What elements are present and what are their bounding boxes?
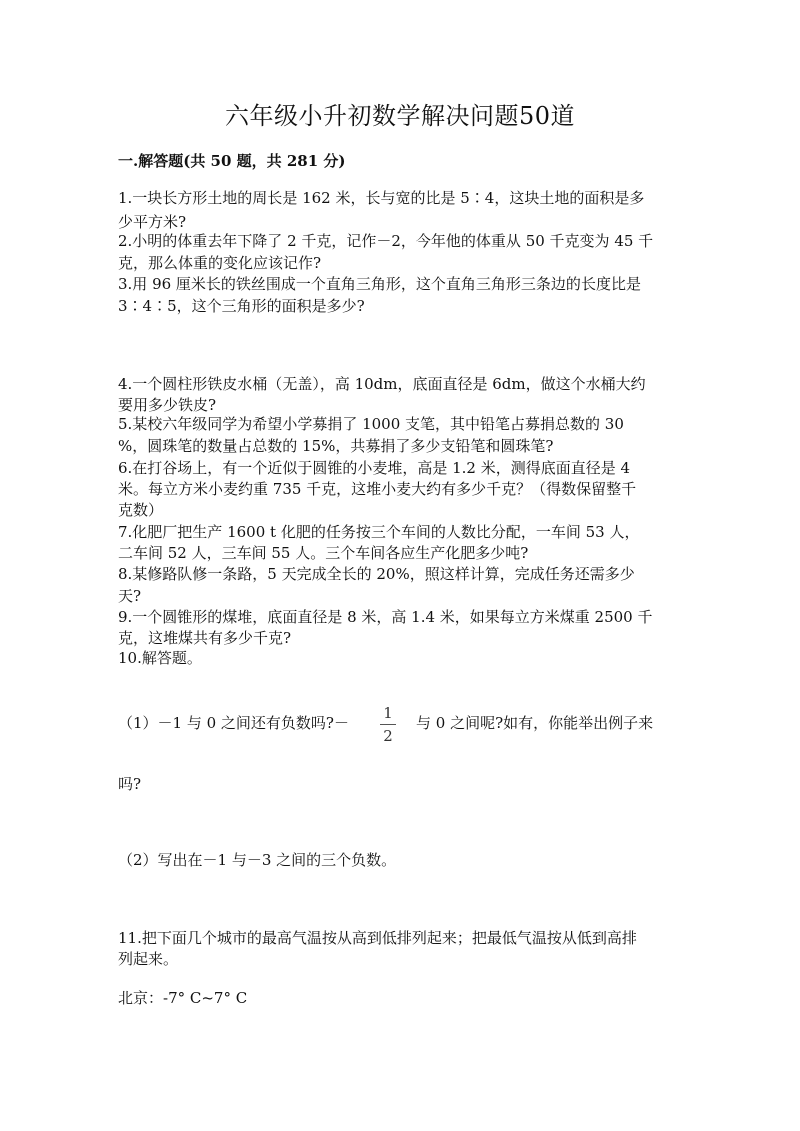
text-line: 5.某校六年级同学为希望小学募捐了 1000 支笔，其中铅笔占募捐总数的 30 [118,415,624,433]
text-line: 克，这堆煤共有多少千克? [118,629,292,647]
text-line: 6.在打谷场上，有一个近似于圆锥的小麦堆，高是 1.2 米，测得底面直径是 4 [118,459,631,477]
text-line: 二车间 52 人，三车间 55 人。三个车间各应生产化肥多少吨? [118,544,529,562]
text-line: （2）写出在－1 与－3 之间的三个负数。 [118,851,397,869]
text-line: 克，那么体重的变化应该记作? [118,254,322,272]
text-line: 9.一个圆锥形的煤堆，底面直径是 8 米，高 1.4 米，如果每立方米煤重 2500 千 [118,608,653,626]
text-line: 3.用 96 厘米长的铁丝围成一个直角三角形，这个直角三角形三条边的长度比是 [118,275,641,293]
text-line: 1.一块长方形土地的周长是 162 米，长与宽的比是 5∶4，这块土地的面积是多 [118,189,645,207]
text-line: 天? [118,587,142,605]
text-line: %，圆珠笔的数量占总数的 15%，共募捐了多少支铅笔和圆珠笔? [118,437,554,455]
text-line: 要用多少铁皮? [118,396,217,414]
text-line: 3∶4∶5，这个三角形的面积是多少? [118,297,365,315]
text-line: 8.某修路队修一条路，5 天完成全长的 20%，照这样计算，完成任务还需多少 [118,565,635,583]
text-line: 与 0 之间呢?如有，你能举出例子来 [416,714,654,732]
text-line: （1）－1 与 0 之间还有负数吗?－ [118,714,349,732]
text-line: 少平方米? [118,213,187,231]
text-line: 列起来。 [118,950,179,968]
text-line: 11.把下面几个城市的最高气温按从高到低排列起来；把最低气温按从低到高排 [118,929,637,947]
fraction-denominator: 2 [383,727,393,745]
fraction-numerator: 1 [383,704,393,722]
text-line: 7.化肥厂把生产 1600 t 化肥的任务按三个车间的人数比分配，一车间 53 人， [118,523,640,541]
text-line: 2.小明的体重去年下降了 2 千克，记作－2，今年他的体重从 50 千克变为 45 千 [118,232,654,250]
text-line: 4.一个圆柱形铁皮水桶（无盖），高 10dm，底面直径是 6dm，做这个水桶大约 [118,375,646,393]
text-line: 米。每立方米小麦约重 735 千克，这堆小麦大约有多少千克？（得数保留整千 [118,480,637,498]
text-line: 吗? [118,775,142,793]
fraction-one-half [380,704,396,745]
text-line: 北京：-7° C~7° C [118,989,248,1007]
fraction-bar [380,724,396,725]
page-title: 六年级小升初数学解决问题50道 [224,102,576,130]
section-heading: 一.解答题(共 50 题，共 281 分) [118,152,346,170]
text-line: 克数） [118,501,164,519]
text-line: 10.解答题。 [118,649,202,667]
